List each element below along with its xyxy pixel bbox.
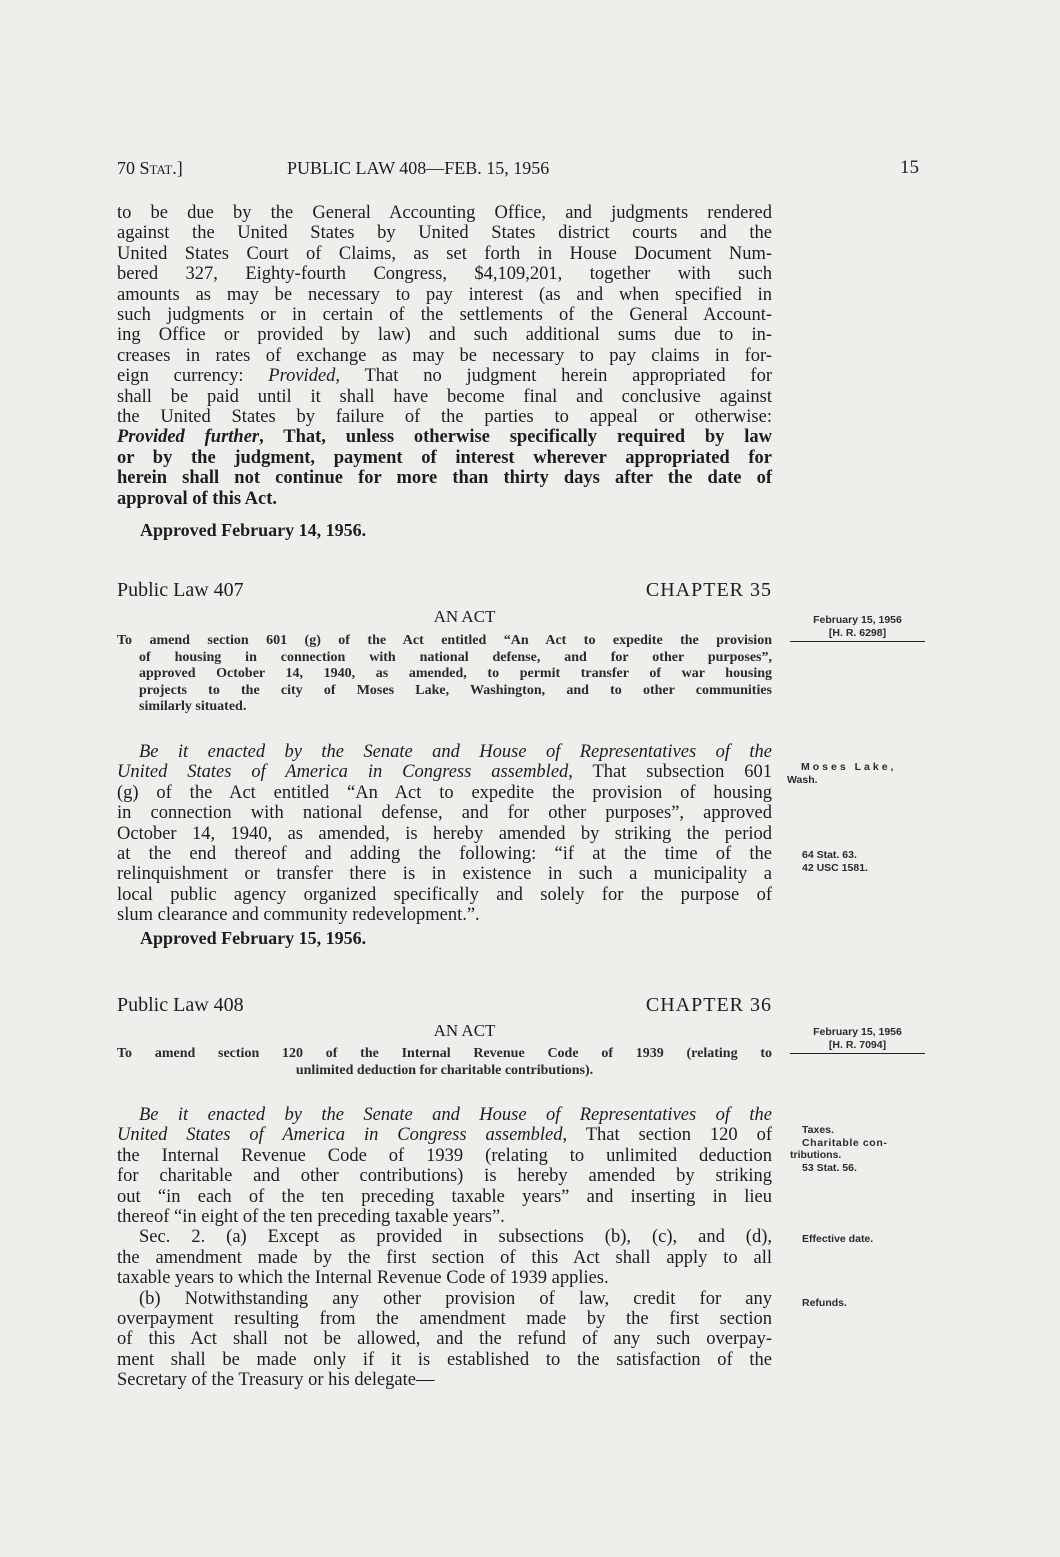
text-line: projects to the city of Moses Lake, Washington, and to other communities <box>139 682 772 698</box>
text-line: (g) of the Act entitled “An Act to expedite the provision of housing <box>117 782 772 803</box>
text-line <box>117 762 772 782</box>
note-line: 64 Stat. 63. <box>802 849 857 861</box>
text-line: similarly situated. <box>139 699 247 714</box>
text-segment: herein shall not continue for more than thirty days after the date of <box>117 468 772 489</box>
text-segment: or by the judgment, payment of interest wherever appropriated for <box>117 447 772 468</box>
note-line: Charitable con- <box>802 1136 888 1149</box>
margin-note-taxes <box>790 1124 887 1174</box>
text-line <box>117 468 772 488</box>
margin-note-place <box>787 761 922 786</box>
margin-note-refs <box>802 849 868 874</box>
text-segment: , That subsection 601 <box>568 762 772 783</box>
paragraph <box>117 1289 772 1391</box>
chapter-number: CHAPTER 35 <box>645 579 772 601</box>
text-line <box>117 366 772 386</box>
margin-note-date-408 <box>790 1026 925 1054</box>
text-line: Secretary of the Treasury or his delegate— <box>117 1370 435 1391</box>
text-line: unlimited deduction for charitable contributions). <box>295 1062 594 1078</box>
text-line: thereof “in eight of the ten preceding taxable years”. <box>117 1207 505 1228</box>
paragraph <box>117 1046 772 1079</box>
approved-date-407: Approved February 15, 1956. <box>140 928 367 948</box>
italic-text: Be it enacted by the Senate and House of Representatives of the <box>139 742 772 762</box>
statute-volume: 70 Stat.] <box>117 158 183 178</box>
law-408-summary <box>117 1046 772 1079</box>
text-line: such judgments or in certain of the settlements of the General Account- <box>117 305 772 326</box>
text-line: the United States by failure of the parties to appeal or otherwise: <box>117 407 772 428</box>
text-line: at the end thereof and adding the following: “if at the time of the <box>117 844 772 865</box>
text-line: United States Court of Claims, as set forth in House Document Num- <box>117 243 772 264</box>
text-line: out “in each of the ten preceding taxable years” and inserting in lieu <box>117 1186 772 1207</box>
text-segment: , That, unless otherwise specifically required by law <box>259 427 772 448</box>
public-law-number: Public Law 407 <box>117 579 244 601</box>
header-title: PUBLIC LAW 408—FEB. 15, 1956 <box>287 158 550 178</box>
text-line: local public agency organized specifically and solely for the purpose of <box>117 884 772 905</box>
text-line <box>117 427 772 447</box>
law-407-body <box>117 742 772 926</box>
text-line <box>117 448 772 468</box>
text-line <box>117 1105 772 1125</box>
note-line: 42 USC 1581. <box>802 861 868 874</box>
italic-text: United States of America in Congress assembled <box>117 762 569 783</box>
bill-number: [H. R. 7094] <box>828 1038 887 1051</box>
text-line: Sec. 2. (a) Except as provided in subsections (b), (c), and (d), <box>139 1227 772 1248</box>
italic-text: United States of America in Congress assembled <box>117 1125 563 1146</box>
text-line: against the United States by United States district courts and the <box>117 223 772 244</box>
text-line: To amend section 601 (g) of the Act entitled “An Act to expedite the provision <box>117 633 772 648</box>
text-line: relinquishment or transfer there is in existence in such a municipality a <box>117 864 772 885</box>
italic-text: Be it enacted by the Senate and House of Representatives of the <box>139 1105 772 1125</box>
chapter-number: CHAPTER 36 <box>645 994 772 1016</box>
text-line: to be due by the General Accounting Office, and judgments rendered <box>117 203 772 223</box>
continuation-text <box>117 203 772 509</box>
text-segment: That no judgment herein appropriated for <box>340 366 772 387</box>
italic-text: Provided, <box>268 366 341 387</box>
text-line: bered 327, Eighty-fourth Congress, $4,109,201, together with such <box>117 264 772 285</box>
law-408-body <box>117 1105 772 1391</box>
law-407-heading <box>117 578 772 602</box>
margin-note-effective-date: Effective date. <box>802 1233 874 1245</box>
text-line: shall be paid until it shall have become final and conclusive against <box>117 386 772 407</box>
an-act-heading: AN ACT <box>433 607 496 626</box>
text-line: taxable years to which the Internal Revenue Code of 1939 applies. <box>117 1268 609 1289</box>
note-line: Taxes. <box>802 1124 834 1136</box>
note-line: 53 Stat. 56. <box>802 1161 857 1174</box>
text-line: the Internal Revenue Code of 1939 (relating to unlimited deduction <box>117 1145 772 1166</box>
text-line <box>117 489 772 509</box>
public-law-number: Public Law 408 <box>117 994 244 1016</box>
enactment-date: February 15, 1956 <box>813 1026 902 1038</box>
italic-text: Provided further <box>117 427 260 448</box>
paragraph <box>117 742 772 926</box>
text-line: approved October 14, 1940, as amended, to permit transfer of war housing <box>139 666 772 681</box>
text-segment: , That section 120 of <box>562 1125 772 1146</box>
text-line: in connection with national defense, and for other purposes”, approved <box>117 803 772 824</box>
text-line: overpayment resulting from the amendment made by the first section <box>117 1309 772 1330</box>
text-line: the amendment made by the first section of this Act shall apply to all <box>117 1247 772 1268</box>
text-segment: approval of this Act. <box>117 488 278 509</box>
enactment-date: February 15, 1956 <box>813 614 902 626</box>
text-line: for charitable and other contributions) is hereby amended by striking <box>117 1166 772 1187</box>
text-line <box>117 1125 772 1145</box>
paragraph <box>117 1227 772 1288</box>
page-number: 15 <box>900 157 919 178</box>
text-line: (b) Notwithstanding any other provision of law, credit for any <box>139 1288 772 1309</box>
bill-number: [H. R. 6298] <box>828 626 887 639</box>
paragraph <box>117 203 772 509</box>
text-line: amounts as may be necessary to pay interest (as and when specified in <box>117 284 772 305</box>
text-line: of this Act shall not be allowed, and the refund of any such overpay- <box>117 1329 772 1350</box>
text-line: of housing in connection with national defense, and for other purposes”, <box>139 649 772 665</box>
note-line: Wash. <box>787 773 818 786</box>
text-line <box>117 742 772 762</box>
note-line: Moses Lake, <box>801 761 897 773</box>
text-line: creases in rates of exchange as may be necessary to pay claims in for- <box>117 345 772 366</box>
text-line: slum clearance and community redevelopment.”. <box>117 905 480 926</box>
margin-note-refunds: Refunds. <box>802 1297 847 1309</box>
paragraph <box>117 1105 772 1227</box>
note-line: tributions. <box>790 1149 842 1161</box>
text-line: October 14, 1940, as amended, is hereby amended by striking the period <box>117 823 772 844</box>
text-segment: eign currency: <box>117 366 269 387</box>
margin-note-date-407 <box>790 614 925 642</box>
text-line: ment shall be made only if it is established to the satisfaction of the <box>117 1349 772 1370</box>
text-line: To amend section 120 of the Internal Revenue Code of 1939 (relating to <box>117 1046 772 1061</box>
text-line: ing Office or provided by law) and such additional sums due to in- <box>117 325 772 346</box>
an-act-heading: AN ACT <box>433 1021 496 1040</box>
law-407-summary <box>117 633 772 716</box>
paragraph <box>117 633 772 716</box>
approved-date-406: Approved February 14, 1956. <box>140 520 367 540</box>
law-408-heading <box>117 993 772 1017</box>
running-header <box>117 156 917 180</box>
